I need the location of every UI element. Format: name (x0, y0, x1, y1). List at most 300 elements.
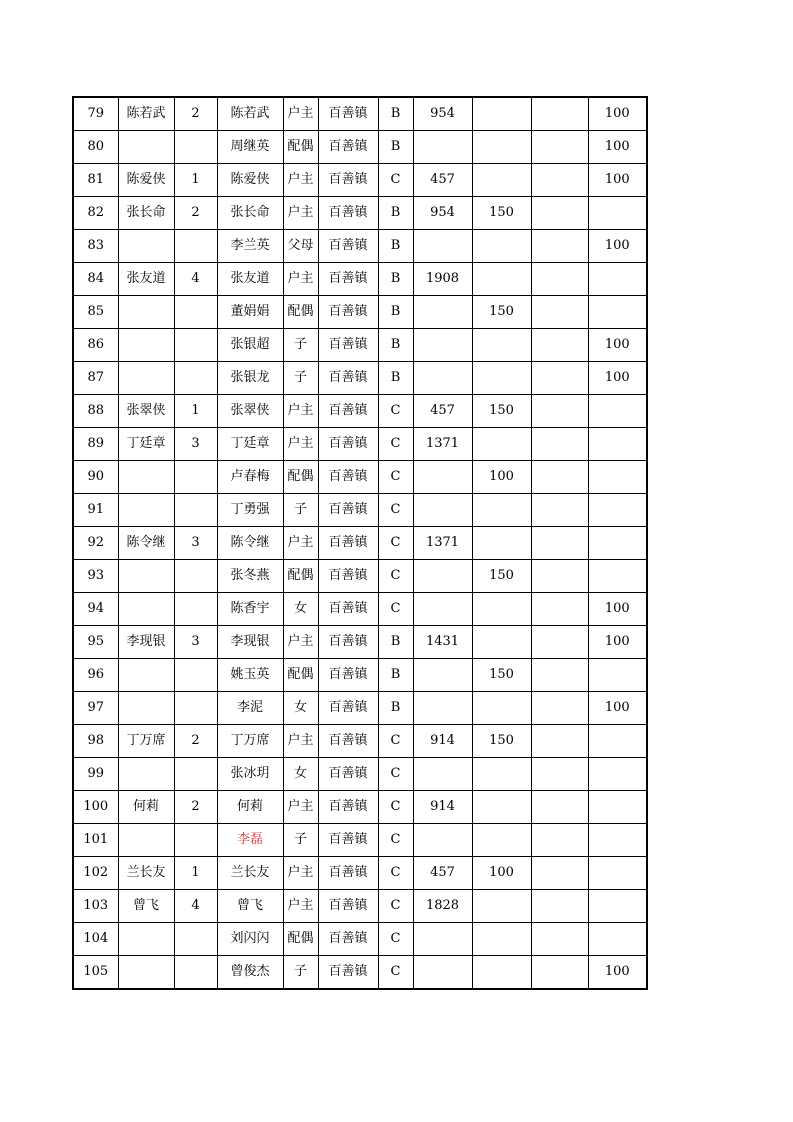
household-head-cell (118, 329, 174, 362)
grade-cell: B (378, 263, 413, 296)
amount-b-cell (472, 230, 531, 263)
amount-d-cell (588, 527, 647, 560)
member-name-cell: 陈令继 (217, 527, 283, 560)
member-name-cell: 张友道 (217, 263, 283, 296)
table-row (73, 395, 647, 428)
table-row (73, 362, 647, 395)
household-head-cell (118, 494, 174, 527)
grade-cell: B (378, 197, 413, 230)
relation-cell: 配偶 (283, 923, 318, 956)
amount-a-cell: 457 (413, 395, 472, 428)
table-row (73, 791, 647, 824)
amount-c-cell (531, 494, 588, 527)
row-number-cell: 99 (73, 758, 118, 791)
member-name-cell: 李泥 (217, 692, 283, 725)
amount-b-cell (472, 494, 531, 527)
amount-c-cell (531, 890, 588, 923)
row-number-cell: 90 (73, 461, 118, 494)
household-head-cell (118, 593, 174, 626)
member-name-cell: 陈若武 (217, 97, 283, 131)
row-number-cell: 85 (73, 296, 118, 329)
household-head-cell (118, 461, 174, 494)
household-size-cell (174, 230, 217, 263)
grade-cell: C (378, 461, 413, 494)
amount-c-cell (531, 428, 588, 461)
household-head-cell (118, 758, 174, 791)
amount-d-cell (588, 857, 647, 890)
amount-c-cell (531, 230, 588, 263)
amount-c-cell (531, 395, 588, 428)
household-head-cell: 陈爱侠 (118, 164, 174, 197)
household-size-cell: 3 (174, 428, 217, 461)
grade-cell: B (378, 626, 413, 659)
amount-a-cell (413, 494, 472, 527)
amount-a-cell (413, 956, 472, 990)
member-name-cell: 张长命 (217, 197, 283, 230)
town-cell: 百善镇 (318, 395, 378, 428)
member-name-cell: 丁万席 (217, 725, 283, 758)
relation-cell: 户主 (283, 857, 318, 890)
member-name-cell: 刘闪闪 (217, 923, 283, 956)
row-number-cell: 82 (73, 197, 118, 230)
grade-cell: C (378, 758, 413, 791)
table-row (73, 230, 647, 263)
table-row (73, 527, 647, 560)
amount-a-cell (413, 362, 472, 395)
member-name-cell: 何莉 (217, 791, 283, 824)
row-number-cell: 98 (73, 725, 118, 758)
amount-b-cell: 100 (472, 461, 531, 494)
amount-a-cell (413, 230, 472, 263)
relation-cell: 父母 (283, 230, 318, 263)
town-cell: 百善镇 (318, 956, 378, 990)
amount-d-cell (588, 395, 647, 428)
member-name-cell: 兰长友 (217, 857, 283, 890)
relation-cell: 户主 (283, 164, 318, 197)
grade-cell: C (378, 494, 413, 527)
town-cell: 百善镇 (318, 461, 378, 494)
amount-a-cell (413, 824, 472, 857)
household-head-cell (118, 131, 174, 164)
town-cell: 百善镇 (318, 329, 378, 362)
household-size-cell (174, 131, 217, 164)
row-number-cell: 95 (73, 626, 118, 659)
household-size-cell: 1 (174, 164, 217, 197)
town-cell: 百善镇 (318, 824, 378, 857)
amount-d-cell: 100 (588, 230, 647, 263)
town-cell: 百善镇 (318, 626, 378, 659)
relation-cell: 户主 (283, 395, 318, 428)
amount-c-cell (531, 923, 588, 956)
amount-c-cell (531, 131, 588, 164)
table-row (73, 329, 647, 362)
table-row (73, 461, 647, 494)
household-head-cell (118, 692, 174, 725)
household-head-cell (118, 956, 174, 990)
household-head-cell: 兰长友 (118, 857, 174, 890)
household-size-cell (174, 494, 217, 527)
amount-b-cell (472, 329, 531, 362)
amount-a-cell: 954 (413, 97, 472, 131)
member-name-cell: 陈爱侠 (217, 164, 283, 197)
town-cell: 百善镇 (318, 692, 378, 725)
member-name-cell: 张冰玥 (217, 758, 283, 791)
town-cell: 百善镇 (318, 164, 378, 197)
amount-d-cell (588, 659, 647, 692)
household-table (72, 96, 648, 990)
town-cell: 百善镇 (318, 593, 378, 626)
row-number-cell: 79 (73, 97, 118, 131)
town-cell: 百善镇 (318, 890, 378, 923)
town-cell: 百善镇 (318, 659, 378, 692)
amount-b-cell: 150 (472, 560, 531, 593)
amount-c-cell (531, 956, 588, 990)
amount-d-cell (588, 890, 647, 923)
row-number-cell: 80 (73, 131, 118, 164)
table-row (73, 824, 647, 857)
grade-cell: B (378, 97, 413, 131)
member-name-cell: 张银龙 (217, 362, 283, 395)
table-row (73, 890, 647, 923)
relation-cell: 配偶 (283, 560, 318, 593)
amount-d-cell (588, 923, 647, 956)
household-size-cell (174, 461, 217, 494)
member-name-cell: 董娟娟 (217, 296, 283, 329)
amount-b-cell (472, 164, 531, 197)
household-size-cell: 2 (174, 791, 217, 824)
amount-a-cell: 914 (413, 791, 472, 824)
amount-b-cell (472, 956, 531, 990)
household-head-cell: 张长命 (118, 197, 174, 230)
grade-cell: C (378, 725, 413, 758)
amount-d-cell: 100 (588, 131, 647, 164)
grade-cell: B (378, 692, 413, 725)
member-name-cell: 张翠侠 (217, 395, 283, 428)
amount-c-cell (531, 527, 588, 560)
table-row (73, 659, 647, 692)
amount-b-cell (472, 593, 531, 626)
relation-cell: 户主 (283, 791, 318, 824)
row-number-cell: 93 (73, 560, 118, 593)
member-name-cell: 曾飞 (217, 890, 283, 923)
amount-c-cell (531, 164, 588, 197)
amount-a-cell: 954 (413, 197, 472, 230)
household-size-cell (174, 593, 217, 626)
table-body (73, 97, 647, 989)
member-name-cell: 陈香宇 (217, 593, 283, 626)
row-number-cell: 87 (73, 362, 118, 395)
relation-cell: 户主 (283, 527, 318, 560)
amount-c-cell (531, 857, 588, 890)
grade-cell: C (378, 923, 413, 956)
household-head-cell (118, 659, 174, 692)
amount-c-cell (531, 296, 588, 329)
household-head-cell (118, 923, 174, 956)
member-name-cell: 张冬燕 (217, 560, 283, 593)
grade-cell: C (378, 824, 413, 857)
relation-cell: 户主 (283, 725, 318, 758)
amount-a-cell: 1908 (413, 263, 472, 296)
amount-b-cell (472, 626, 531, 659)
amount-a-cell (413, 593, 472, 626)
relation-cell: 女 (283, 692, 318, 725)
table-row (73, 494, 647, 527)
relation-cell: 户主 (283, 428, 318, 461)
grade-cell: B (378, 296, 413, 329)
amount-a-cell (413, 131, 472, 164)
relation-cell: 配偶 (283, 461, 318, 494)
amount-b-cell: 100 (472, 857, 531, 890)
member-name-cell: 卢春梅 (217, 461, 283, 494)
row-number-cell: 100 (73, 791, 118, 824)
household-size-cell (174, 692, 217, 725)
grade-cell: C (378, 791, 413, 824)
amount-c-cell (531, 692, 588, 725)
household-head-cell (118, 824, 174, 857)
amount-d-cell (588, 725, 647, 758)
amount-a-cell (413, 560, 472, 593)
household-size-cell (174, 362, 217, 395)
amount-a-cell: 914 (413, 725, 472, 758)
town-cell: 百善镇 (318, 97, 378, 131)
amount-c-cell (531, 758, 588, 791)
amount-a-cell (413, 758, 472, 791)
amount-a-cell (413, 692, 472, 725)
town-cell: 百善镇 (318, 230, 378, 263)
grade-cell: C (378, 857, 413, 890)
table-row (73, 97, 647, 131)
relation-cell: 子 (283, 494, 318, 527)
row-number-cell: 86 (73, 329, 118, 362)
household-size-cell: 2 (174, 97, 217, 131)
grade-cell: C (378, 890, 413, 923)
table-row (73, 593, 647, 626)
town-cell: 百善镇 (318, 527, 378, 560)
amount-d-cell: 100 (588, 593, 647, 626)
amount-c-cell (531, 560, 588, 593)
household-head-cell (118, 230, 174, 263)
grade-cell: C (378, 593, 413, 626)
amount-d-cell (588, 197, 647, 230)
amount-a-cell: 457 (413, 857, 472, 890)
amount-b-cell (472, 890, 531, 923)
amount-a-cell (413, 296, 472, 329)
relation-cell: 户主 (283, 890, 318, 923)
relation-cell: 子 (283, 329, 318, 362)
town-cell: 百善镇 (318, 197, 378, 230)
row-number-cell: 89 (73, 428, 118, 461)
table-row (73, 428, 647, 461)
amount-a-cell: 1371 (413, 428, 472, 461)
town-cell: 百善镇 (318, 758, 378, 791)
table-row (73, 197, 647, 230)
relation-cell: 户主 (283, 97, 318, 131)
member-name-cell: 周继英 (217, 131, 283, 164)
household-size-cell: 1 (174, 395, 217, 428)
household-size-cell: 2 (174, 725, 217, 758)
household-head-cell: 陈令继 (118, 527, 174, 560)
member-name-cell: 李兰英 (217, 230, 283, 263)
amount-d-cell: 100 (588, 329, 647, 362)
amount-d-cell: 100 (588, 626, 647, 659)
row-number-cell: 105 (73, 956, 118, 990)
amount-a-cell: 1431 (413, 626, 472, 659)
table-row (73, 692, 647, 725)
table-row (73, 923, 647, 956)
household-size-cell (174, 560, 217, 593)
relation-cell: 户主 (283, 626, 318, 659)
town-cell: 百善镇 (318, 362, 378, 395)
row-number-cell: 97 (73, 692, 118, 725)
amount-d-cell (588, 263, 647, 296)
household-size-cell (174, 296, 217, 329)
amount-b-cell: 150 (472, 296, 531, 329)
amount-b-cell (472, 97, 531, 131)
grade-cell: B (378, 362, 413, 395)
relation-cell: 户主 (283, 263, 318, 296)
amount-d-cell: 100 (588, 164, 647, 197)
household-size-cell: 3 (174, 527, 217, 560)
relation-cell: 配偶 (283, 296, 318, 329)
household-size-cell: 3 (174, 626, 217, 659)
amount-b-cell (472, 758, 531, 791)
amount-b-cell (472, 692, 531, 725)
household-size-cell (174, 824, 217, 857)
amount-d-cell (588, 461, 647, 494)
amount-b-cell: 150 (472, 395, 531, 428)
grade-cell: C (378, 527, 413, 560)
amount-a-cell: 457 (413, 164, 472, 197)
row-number-cell: 104 (73, 923, 118, 956)
row-number-cell: 103 (73, 890, 118, 923)
amount-b-cell (472, 362, 531, 395)
amount-a-cell (413, 329, 472, 362)
row-number-cell: 83 (73, 230, 118, 263)
row-number-cell: 92 (73, 527, 118, 560)
amount-c-cell (531, 263, 588, 296)
table-row (73, 956, 647, 990)
member-name-cell: 曾俊杰 (217, 956, 283, 990)
table-row (73, 263, 647, 296)
amount-b-cell: 150 (472, 725, 531, 758)
household-head-cell (118, 560, 174, 593)
amount-c-cell (531, 659, 588, 692)
grade-cell: B (378, 329, 413, 362)
member-name-cell: 姚玉英 (217, 659, 283, 692)
amount-c-cell (531, 593, 588, 626)
town-cell: 百善镇 (318, 296, 378, 329)
amount-c-cell (531, 824, 588, 857)
table-row (73, 164, 647, 197)
amount-d-cell (588, 560, 647, 593)
town-cell: 百善镇 (318, 791, 378, 824)
town-cell: 百善镇 (318, 494, 378, 527)
relation-cell: 子 (283, 362, 318, 395)
household-size-cell (174, 659, 217, 692)
row-number-cell: 88 (73, 395, 118, 428)
amount-b-cell (472, 263, 531, 296)
member-name-cell: 丁勇强 (217, 494, 283, 527)
amount-b-cell (472, 824, 531, 857)
amount-a-cell: 1371 (413, 527, 472, 560)
household-size-cell: 2 (174, 197, 217, 230)
grade-cell: C (378, 428, 413, 461)
row-number-cell: 102 (73, 857, 118, 890)
relation-cell: 配偶 (283, 659, 318, 692)
household-head-cell: 何莉 (118, 791, 174, 824)
relation-cell: 配偶 (283, 131, 318, 164)
household-head-cell (118, 296, 174, 329)
amount-c-cell (531, 197, 588, 230)
grade-cell: C (378, 956, 413, 990)
amount-b-cell (472, 527, 531, 560)
amount-c-cell (531, 329, 588, 362)
grade-cell: B (378, 230, 413, 263)
amount-c-cell (531, 461, 588, 494)
table-row (73, 725, 647, 758)
relation-cell: 女 (283, 758, 318, 791)
amount-d-cell (588, 494, 647, 527)
grade-cell: C (378, 395, 413, 428)
relation-cell: 户主 (283, 197, 318, 230)
grade-cell: C (378, 560, 413, 593)
relation-cell: 子 (283, 824, 318, 857)
household-head-cell (118, 362, 174, 395)
amount-c-cell (531, 97, 588, 131)
amount-c-cell (531, 362, 588, 395)
household-size-cell: 4 (174, 263, 217, 296)
table-row (73, 131, 647, 164)
household-size-cell: 1 (174, 857, 217, 890)
amount-b-cell (472, 791, 531, 824)
grade-cell: C (378, 164, 413, 197)
amount-b-cell (472, 428, 531, 461)
town-cell: 百善镇 (318, 560, 378, 593)
town-cell: 百善镇 (318, 923, 378, 956)
household-size-cell (174, 956, 217, 990)
row-number-cell: 94 (73, 593, 118, 626)
amount-b-cell (472, 923, 531, 956)
amount-d-cell (588, 428, 647, 461)
amount-d-cell (588, 791, 647, 824)
table-row (73, 758, 647, 791)
relation-cell: 女 (283, 593, 318, 626)
member-name-cell: 李磊 (217, 824, 283, 857)
household-head-cell: 丁万席 (118, 725, 174, 758)
amount-c-cell (531, 725, 588, 758)
amount-b-cell (472, 131, 531, 164)
household-head-cell: 李现银 (118, 626, 174, 659)
grade-cell: B (378, 131, 413, 164)
table-row (73, 296, 647, 329)
town-cell: 百善镇 (318, 131, 378, 164)
household-head-cell: 丁廷章 (118, 428, 174, 461)
town-cell: 百善镇 (318, 725, 378, 758)
table-row (73, 626, 647, 659)
household-head-cell: 曾飞 (118, 890, 174, 923)
household-size-cell (174, 329, 217, 362)
amount-d-cell (588, 296, 647, 329)
amount-d-cell: 100 (588, 362, 647, 395)
table-row (73, 560, 647, 593)
row-number-cell: 81 (73, 164, 118, 197)
amount-a-cell (413, 659, 472, 692)
household-head-cell: 张翠侠 (118, 395, 174, 428)
amount-c-cell (531, 791, 588, 824)
member-name-cell: 张银超 (217, 329, 283, 362)
member-name-cell: 丁廷章 (217, 428, 283, 461)
amount-c-cell (531, 626, 588, 659)
